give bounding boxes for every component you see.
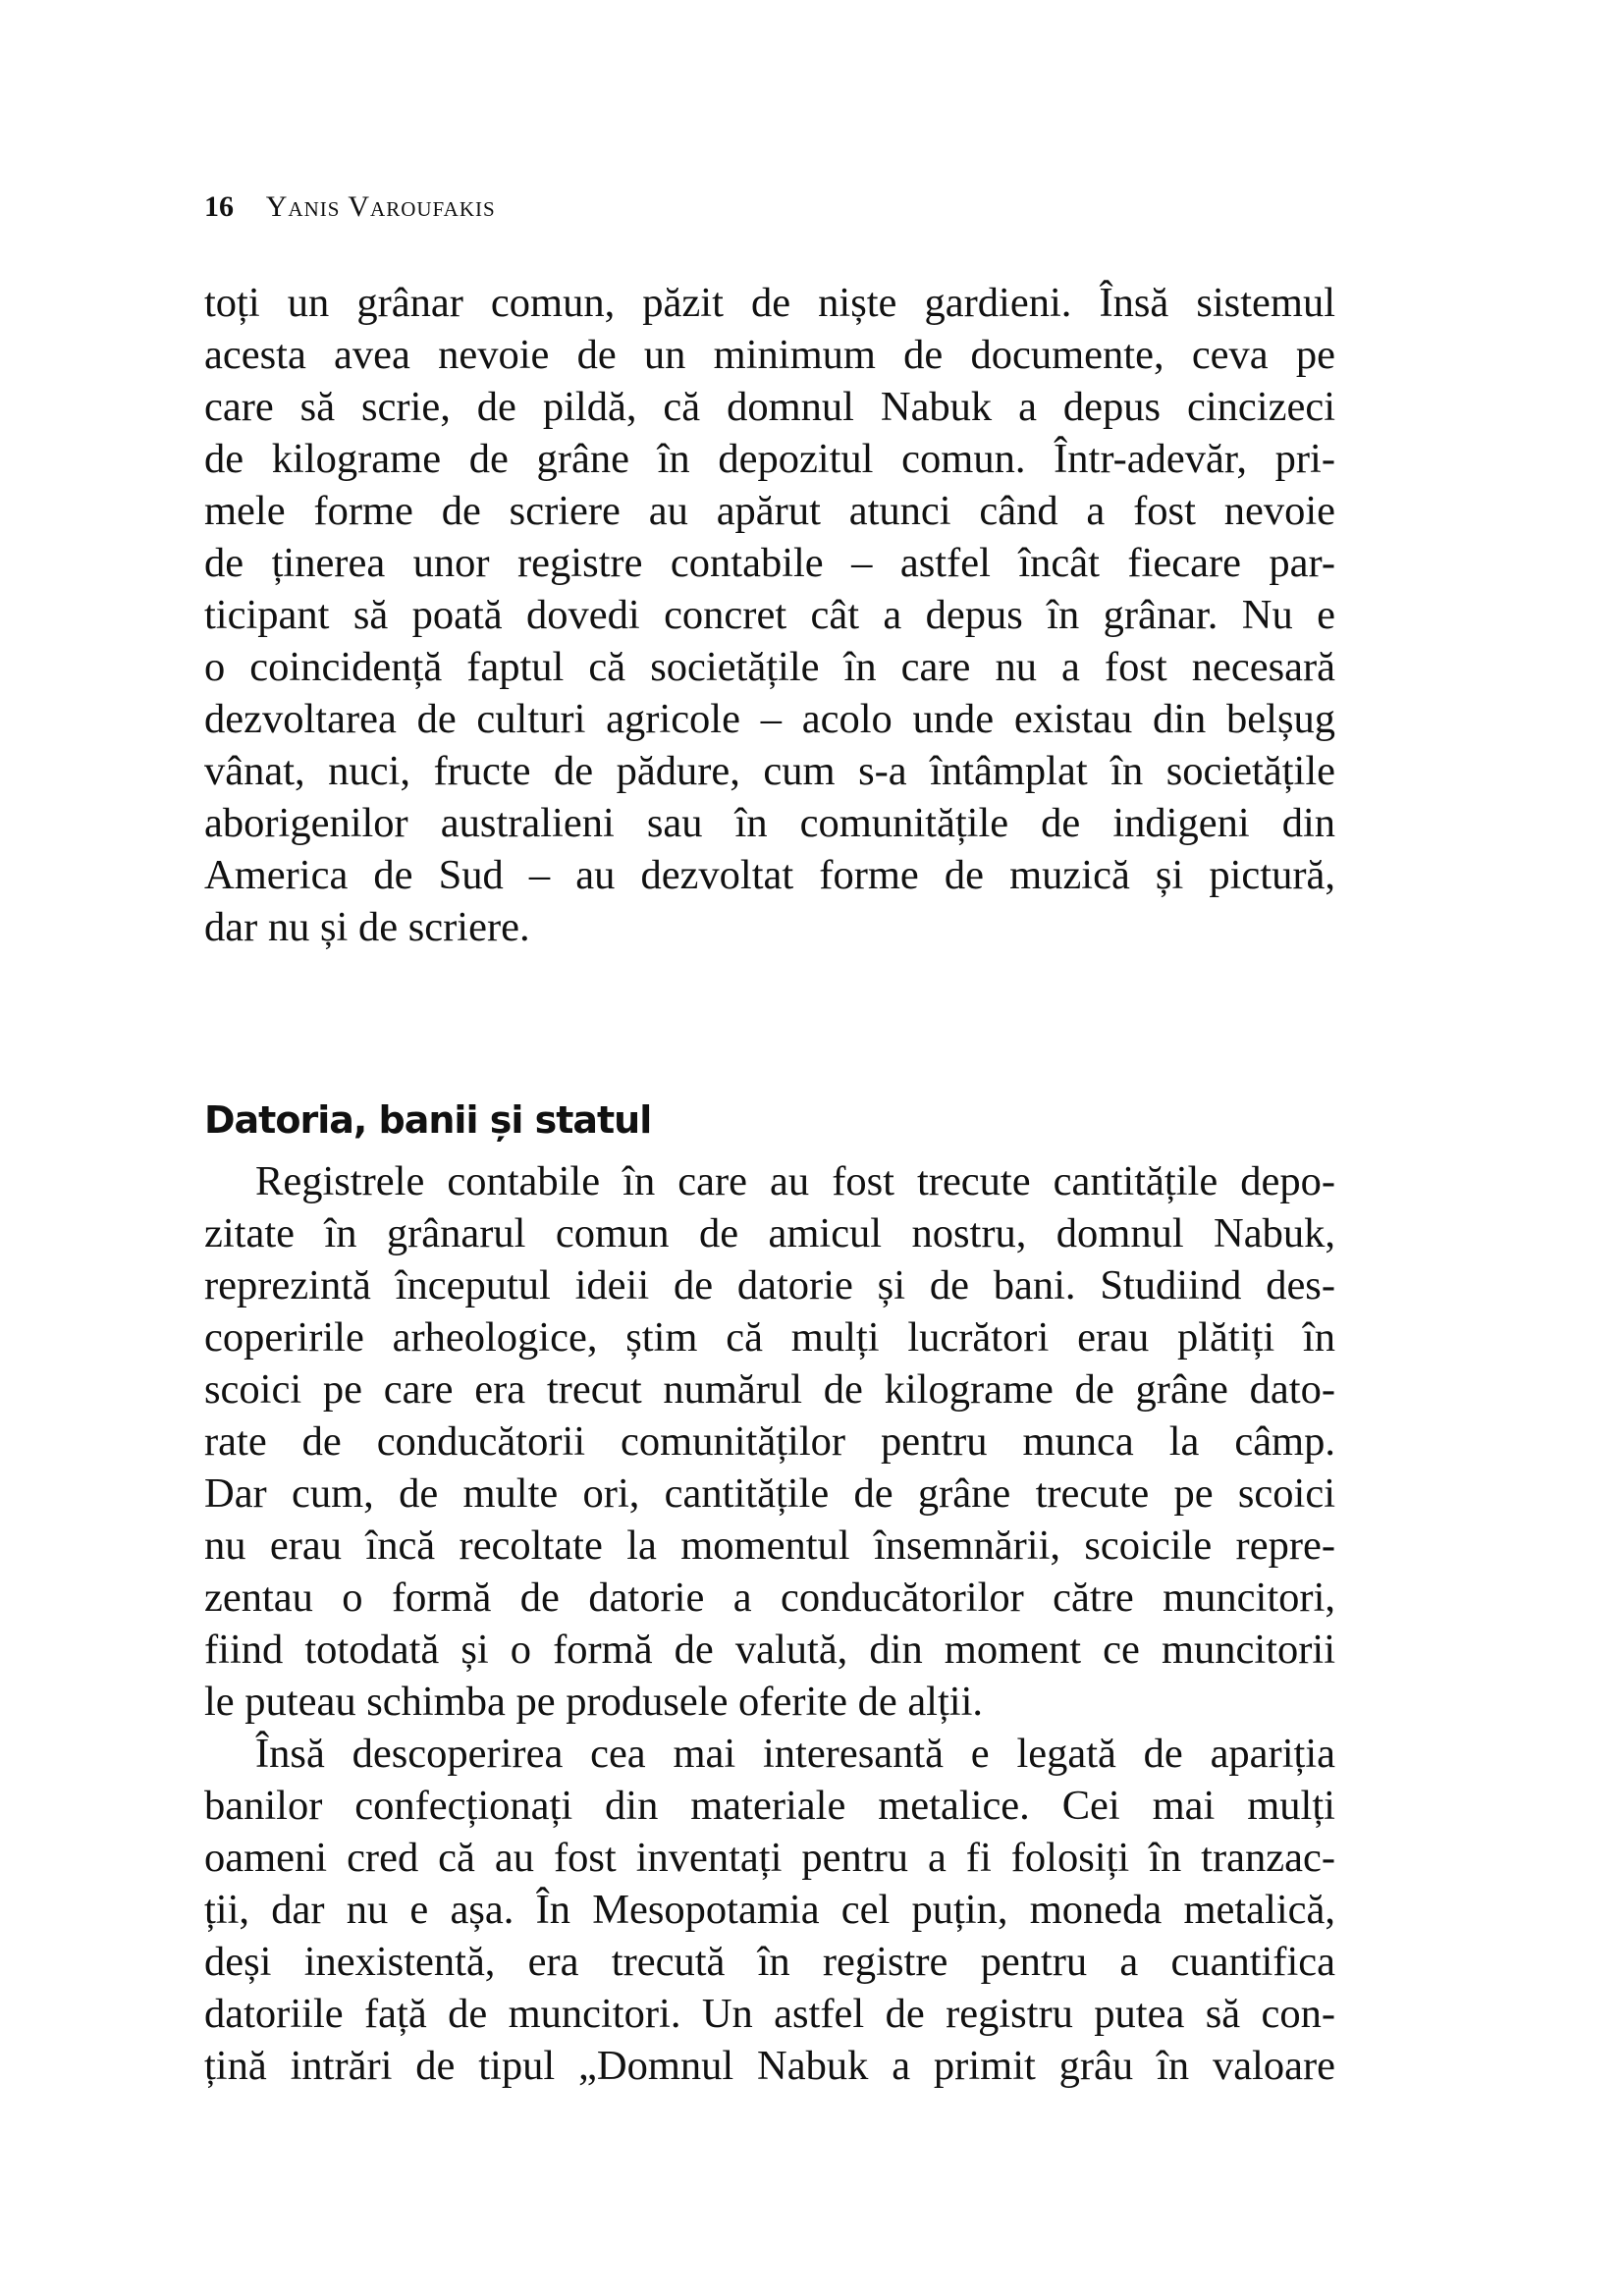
text-line: Registrele contabile în care au fost trecute cantitățile depo- bbox=[255, 1158, 1335, 1204]
text-line: zitate în grânarul comun de amicul nostru, domnul Nabuk, bbox=[204, 1210, 1335, 1256]
text-line: oameni cred că au fost inventați pentru a fi folosiți în tranzac- bbox=[204, 1835, 1335, 1881]
text-line: o coincidență faptul că societățile în care nu a fost necesară bbox=[204, 644, 1335, 690]
text-line: de kilograme de grâne în depozitul comun. Într-adevăr, pri- bbox=[204, 436, 1335, 482]
text-line: acesta avea nevoie de un minimum de documente, ceva pe bbox=[204, 332, 1335, 378]
text-line: aborigenilor australieni sau în comunitățile de indigeni din bbox=[204, 800, 1335, 846]
text-line: de ținerea unor registre contabile – astfel încât fiecare par- bbox=[204, 540, 1335, 586]
text-line: le puteau schimba pe produsele oferite de alții. bbox=[204, 1679, 984, 1725]
text-line: dezvoltarea de culturi agricole – acolo unde existau din belșug bbox=[204, 696, 1335, 742]
section-heading: Datoria, banii și statul bbox=[204, 1097, 652, 1142]
text-line: zentau o formă de datorie a conducătorilor către muncitori, bbox=[204, 1575, 1335, 1621]
text-line: fiind totodată și o formă de valută, din moment ce muncitorii bbox=[204, 1627, 1335, 1673]
text-line: banilor confecționați din materiale metalice. Cei mai mulți bbox=[204, 1783, 1335, 1829]
text-line: reprezintă începutul ideii de datorie și de bani. Studiind des- bbox=[204, 1262, 1335, 1308]
text-line: ții, dar nu e așa. În Mesopotamia cel puțin, moneda metalică, bbox=[204, 1887, 1335, 1933]
text-line: deși inexistentă, era trecută în registre pentru a cuantifica bbox=[204, 1939, 1335, 1985]
text-line: coperirile arheologice, știm că mulți lucrători erau plătiți în bbox=[204, 1314, 1335, 1361]
text-line: dar nu și de scriere. bbox=[204, 904, 530, 950]
text-line: Dar cum, de multe ori, cantitățile de grâne trecute pe scoici bbox=[204, 1470, 1335, 1517]
text-line: datoriile față de muncitori. Un astfel de registru putea să con- bbox=[204, 1991, 1335, 2037]
text-line: rate de conducătorii comunităților pentru munca la câmp. bbox=[204, 1418, 1335, 1465]
running-head-author: Yanis Varoufakis bbox=[265, 190, 496, 223]
text-line: mele forme de scriere au apărut atunci când a fost nevoie bbox=[204, 488, 1335, 534]
paragraph bbox=[204, 1155, 1335, 1728]
paragraph-continued bbox=[204, 277, 1335, 953]
text-line: nu erau încă recoltate la momentul însemnării, scoicile repre- bbox=[204, 1522, 1335, 1569]
text-line: țină intrări de tipul „Domnul Nabuk a primit grâu în valoare bbox=[204, 2043, 1335, 2089]
text-line: ticipant să poată dovedi concret cât a depus în grânar. Nu e bbox=[204, 592, 1335, 638]
text-line: care să scrie, de pildă, că domnul Nabuk a depus cincizeci bbox=[204, 384, 1335, 430]
text-line: toți un grânar comun, păzit de niște gardieni. Însă sistemul bbox=[204, 280, 1335, 326]
running-head bbox=[204, 192, 496, 222]
page-number: 16 bbox=[204, 190, 234, 223]
text-line: vânat, nuci, fructe de pădure, cum s-a întâmplat în societățile bbox=[204, 748, 1335, 794]
paragraph bbox=[204, 1728, 1335, 2092]
section-body bbox=[204, 1155, 1335, 2092]
text-line: scoici pe care era trecut numărul de kilograme de grâne dato- bbox=[204, 1366, 1335, 1413]
text-line: America de Sud – au dezvoltat forme de muzică și pictură, bbox=[204, 852, 1335, 898]
text-line: Însă descoperirea cea mai interesantă e legată de apariția bbox=[255, 1731, 1335, 1777]
